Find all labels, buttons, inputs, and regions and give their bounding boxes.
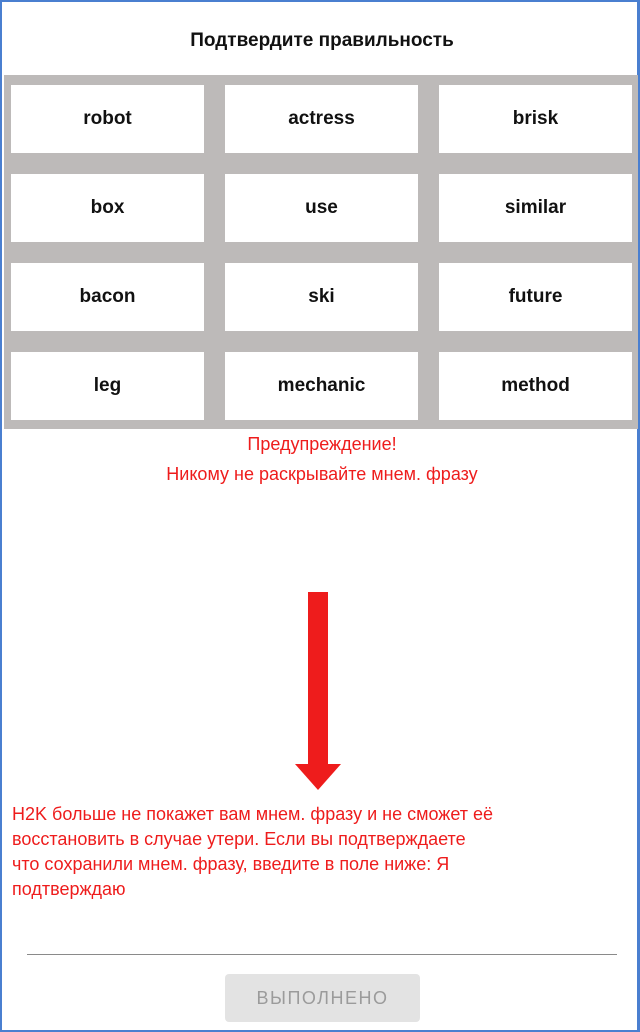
mnemonic-word-3[interactable]: brisk: [439, 85, 632, 153]
instruction-line: что сохранили мнем. фразу, введите в поле ниже: Я: [12, 854, 450, 874]
confirmation-instructions: [12, 802, 612, 902]
mnemonic-word-8[interactable]: ski: [225, 263, 418, 331]
instruction-line: восстановить в случае утери. Если вы подтверждаете: [12, 829, 466, 849]
instruction-line: подтверждаю: [12, 879, 126, 899]
mnemonic-word-5[interactable]: use: [225, 174, 418, 242]
confirmation-input[interactable]: [27, 954, 617, 955]
mnemonic-word-11[interactable]: mechanic: [225, 352, 418, 420]
mnemonic-word-4[interactable]: box: [11, 174, 204, 242]
mnemonic-word-1[interactable]: robot: [11, 85, 204, 153]
mnemonic-word-grid: [4, 75, 638, 429]
mnemonic-word-12[interactable]: method: [439, 352, 632, 420]
mnemonic-word-10[interactable]: leg: [11, 352, 204, 420]
mnemonic-word-7[interactable]: bacon: [11, 263, 204, 331]
warning-title: Предупреждение!: [247, 434, 397, 454]
mnemonic-word-9[interactable]: future: [439, 263, 632, 331]
done-button[interactable]: ВЫПОЛНЕНО: [225, 974, 420, 1022]
down-arrow-icon: [295, 592, 341, 792]
page-title: Подтвердите правильность: [190, 30, 454, 51]
mnemonic-word-6[interactable]: similar: [439, 174, 632, 242]
warning-text: Никому не раскрывайте мнем. фразу: [166, 464, 478, 484]
mnemonic-word-2[interactable]: actress: [225, 85, 418, 153]
instruction-line: H2K больше не покажет вам мнем. фразу и не сможет её: [12, 804, 494, 824]
